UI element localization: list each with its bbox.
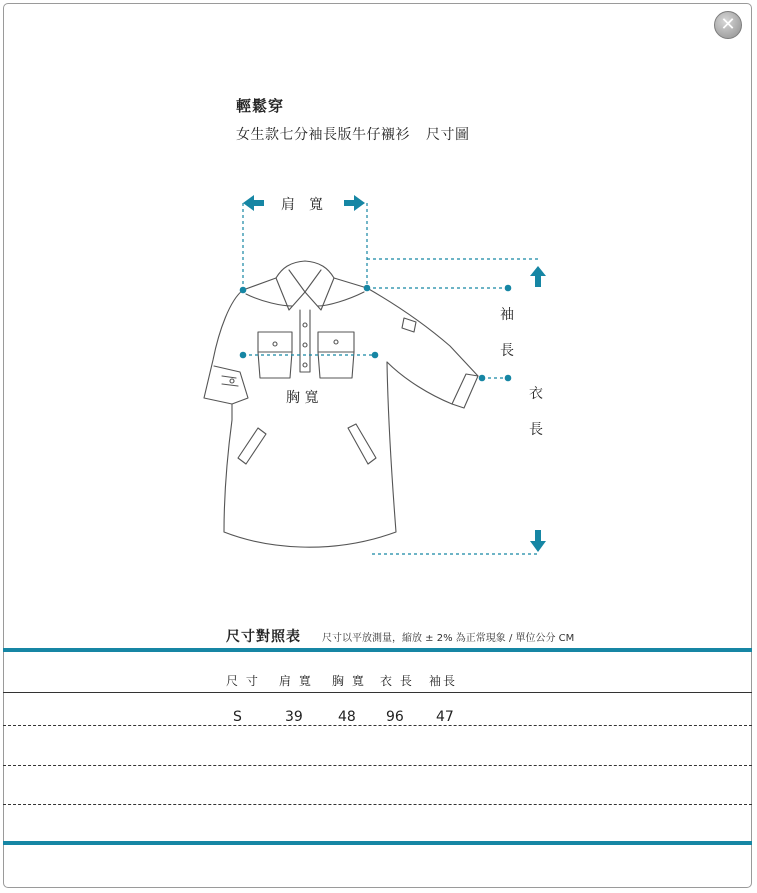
cell-size: S [233,709,242,725]
table-bottom-bar [3,841,752,845]
size-table-title: 尺寸對照表 [226,629,301,645]
cell-chest: 48 [338,709,356,725]
row-divider [3,765,752,766]
sleeve-length-label-2: 長 [500,343,514,359]
header-length: 衣 長 [380,674,414,688]
header-divider [3,692,752,693]
chart-name: 尺寸圖 [426,127,470,143]
row-divider [3,725,752,726]
chest-width-label: 胸 寬 [286,390,319,406]
length-label-1: 衣 [529,386,543,402]
row-divider [3,804,752,805]
close-icon: ✕ [720,14,736,35]
arrow-icons [243,195,546,552]
cell-length: 96 [386,709,404,725]
size-table-note: 尺寸以平放測量，縮放 ± 2% 為正常現象 / 單位公分 CM [322,633,575,644]
arrow-left-icon [243,195,264,211]
shoulder-width-label: 肩 寬 [281,197,323,213]
header-sleeve: 袖長 [429,674,458,688]
arrow-right-icon [344,195,365,211]
brand-name: 輕鬆穿 [236,97,285,115]
header-shoulder: 肩 寬 [279,674,313,688]
arrow-down-icon [530,530,546,552]
arrow-up-icon [530,266,546,287]
header-chest: 胸 寬 [332,674,366,688]
sleeve-length-label-1: 袖 [500,307,514,323]
length-label-2: 長 [529,422,543,438]
measurement-points [240,285,512,382]
shirt-illustration [204,261,478,547]
header-size: 尺 寸 [226,674,260,688]
cell-shoulder: 39 [285,709,303,725]
cell-sleeve: 47 [436,709,454,725]
table-top-bar [3,648,752,652]
product-name: 女生款七分袖長版牛仔襯衫 [236,127,410,143]
